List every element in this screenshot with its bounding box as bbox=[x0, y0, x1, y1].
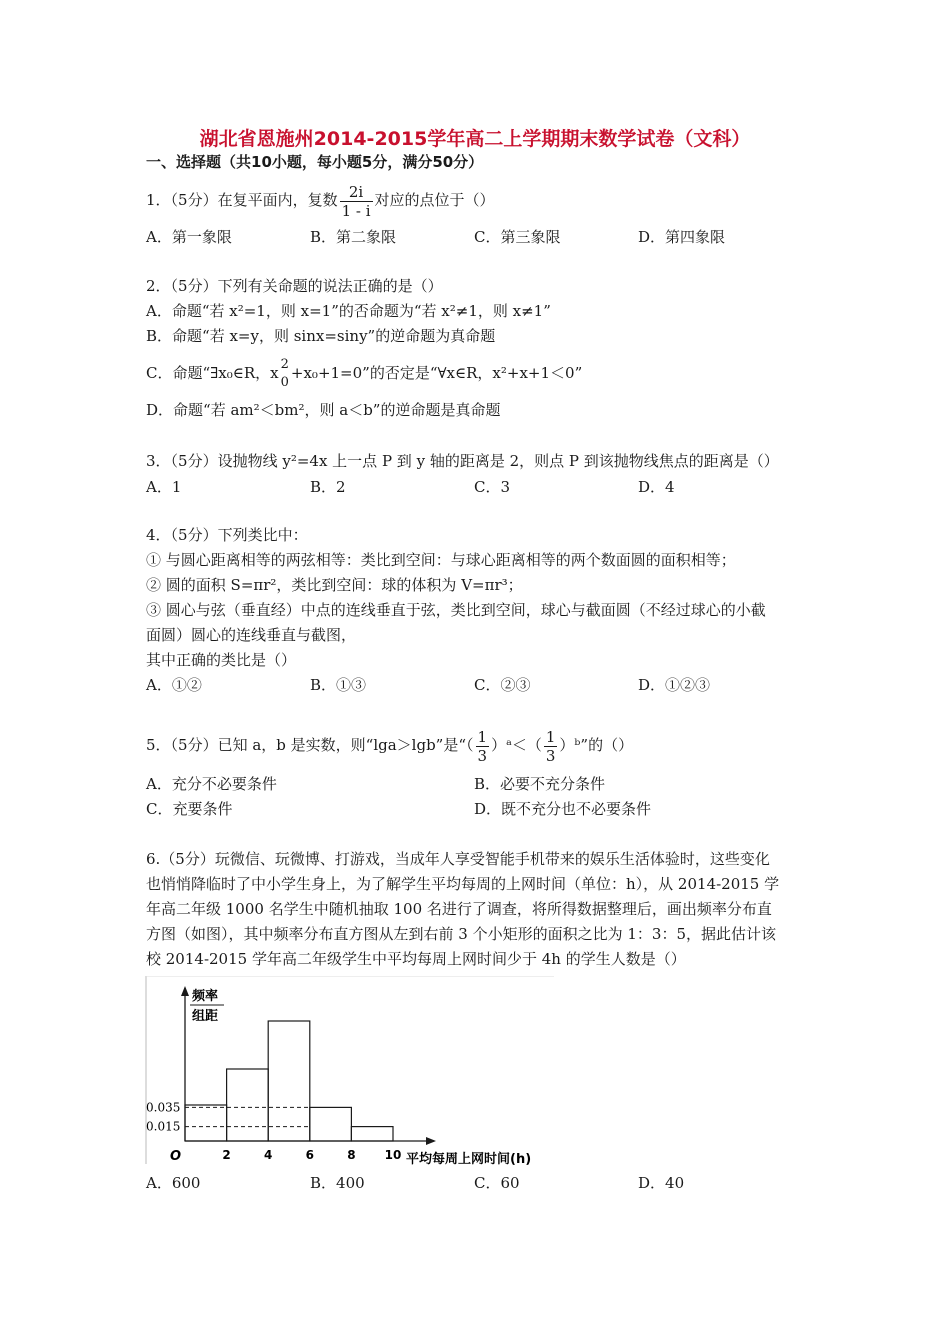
histogram-bar bbox=[351, 1127, 393, 1141]
q5-fraction-a bbox=[476, 728, 490, 765]
question-6-line-3: 年高二年级 1000 名学生中随机抽取 100 名进行了调查，将所得数据整理后，画出频率分布直 bbox=[146, 900, 772, 918]
frequency-histogram bbox=[144, 976, 564, 1172]
question-3-stem: 3．（5分）设抛物线 y²=4x 上一点 P 到 y 轴的距离是 2，则点 P 到该抛物线焦点的距离是（） bbox=[146, 452, 779, 470]
section-title: 一、选择题（共10小题，每小题5分，满分50分） bbox=[146, 153, 484, 171]
y-tick-label: 0.015 bbox=[146, 1119, 181, 1134]
q6-option-c: C．60 bbox=[474, 1174, 520, 1192]
q5-option-c: C．充要条件 bbox=[146, 800, 233, 818]
question-6-line-4: 方图（如图），其中频率分布直方图从左到右前 3 个小矩形的面积之比为 1：3：5，据此估计该 bbox=[146, 925, 776, 943]
q5-numerator-b: 1 bbox=[545, 727, 556, 746]
histogram-bar bbox=[268, 1021, 310, 1141]
q1-denominator: 1 - i bbox=[341, 201, 371, 220]
histogram-bar bbox=[227, 1069, 269, 1141]
x-axis-label: 平均每周上网时间(h) bbox=[406, 1152, 532, 1167]
q5-fraction-b bbox=[544, 728, 558, 765]
q5-numerator-a: 1 bbox=[477, 727, 488, 746]
question-2-stem: 2．（5分）下列有关命题的说法正确的是（） bbox=[146, 277, 443, 295]
q1-option-b: B．第二象限 bbox=[310, 228, 397, 246]
q5-denominator-b: 3 bbox=[545, 746, 556, 765]
q2-c-pre: C．命题“∃x₀∈R，x bbox=[146, 364, 279, 382]
q3-option-b: B．2 bbox=[310, 478, 346, 496]
exam-title: 湖北省恩施州2014-2015学年高二上学期期末数学试卷（文科） bbox=[199, 128, 751, 150]
histogram-bar bbox=[185, 1105, 227, 1141]
question-6-line-1: 6.（5分）玩微信、玩微博、打游戏，当成年人享受智能手机带来的娱乐生活体验时，这些变化 bbox=[146, 850, 770, 868]
q2-c-bottom: 0 bbox=[280, 375, 289, 390]
q2-c-top: 2 bbox=[280, 357, 289, 372]
question-6-line-5: 校 2014-2015 学年高二年级学生中平均每周上网时间少于 4h 的学生人数是（） bbox=[146, 950, 686, 968]
q1-option-a: A．第一象限 bbox=[146, 228, 232, 246]
question-4-stem: 4．（5分）下列类比中： bbox=[146, 526, 308, 544]
q4-line-2: ② 圆的面积 S=πr²，类比到空间：球的体积为 V=πr³； bbox=[146, 576, 523, 594]
question-1-stem bbox=[146, 182, 495, 220]
q6-option-d: D．40 bbox=[638, 1174, 685, 1192]
x-axis-arrow-icon bbox=[426, 1137, 436, 1145]
q4-option-d: D．①②③ bbox=[638, 676, 711, 694]
y-label-top: 频率 bbox=[192, 989, 219, 1004]
q4-line-1: ① 与圆心距离相等的两弦相等：类比到空间：与球心距离相等的两个数面圆的面积相等； bbox=[146, 551, 736, 569]
q5-denominator-a: 3 bbox=[477, 746, 488, 765]
q3-option-a: A．1 bbox=[146, 478, 182, 496]
q2-option-c bbox=[146, 355, 582, 392]
q1-option-c: C．第三象限 bbox=[474, 228, 561, 246]
y-label-bottom: 组距 bbox=[192, 1009, 219, 1024]
q2-option-d: D．命题“若 am²＜bm²，则 a＜b”的逆命题是真命题 bbox=[146, 401, 501, 419]
origin-label: O bbox=[170, 1149, 182, 1164]
q5-post: ）ᵇ”的（） bbox=[559, 736, 634, 754]
x-tick-label: 4 bbox=[264, 1148, 273, 1162]
question-5-stem bbox=[146, 727, 633, 765]
q3-option-c: C．3 bbox=[474, 478, 511, 496]
q1-post: 对应的点位于（） bbox=[374, 191, 495, 209]
q4-line-3: ③ 圆心与弦（垂直经）中点的连线垂直于弦，类比到空间，球心与截面圆（不经过球心的小截 bbox=[146, 601, 766, 619]
q2-c-post: +x₀+1=0”的否定是“∀x∈R，x²+x+1＜0” bbox=[290, 364, 583, 382]
x-tick-label: 8 bbox=[347, 1148, 356, 1162]
q5-pre: 5．（5分）已知 a，b 是实数，则“lga＞lgb”是“（ bbox=[146, 736, 474, 754]
q5-option-a: A．充分不必要条件 bbox=[146, 775, 277, 793]
q2-option-a: A．命题“若 x²=1，则 x=1”的否命题为“若 x²≠1，则 x≠1” bbox=[146, 302, 551, 320]
q1-option-d: D．第四象限 bbox=[638, 228, 726, 246]
q5-option-d: D．既不充分也不必要条件 bbox=[474, 800, 652, 818]
y-tick-label: 0.035 bbox=[146, 1100, 181, 1115]
histogram-bar bbox=[310, 1107, 352, 1141]
q5-option-b: B．必要不充分条件 bbox=[474, 775, 606, 793]
q2-option-b: B．命题“若 x=y，则 sinx=siny”的逆命题为真命题 bbox=[146, 327, 496, 345]
q1-fraction bbox=[340, 183, 373, 220]
x-tick-label: 2 bbox=[222, 1148, 231, 1162]
y-axis-arrow-icon bbox=[181, 986, 189, 996]
q1-numerator: 2i bbox=[348, 182, 364, 201]
q4-option-a: A．①② bbox=[146, 676, 202, 694]
q5-mid: ）ᵃ＜（ bbox=[491, 736, 542, 754]
q6-option-b: B．400 bbox=[310, 1174, 365, 1192]
question-6-line-2: 也悄悄降临时了中小学生身上，为了解学生平均每周的上网时间（单位：h），从 2014-2015 学 bbox=[146, 875, 780, 893]
q4-option-b: B．①③ bbox=[310, 676, 367, 694]
q1-pre: 1．（5分）在复平面内，复数 bbox=[146, 191, 338, 209]
q2-c-fraction bbox=[281, 356, 289, 392]
q6-option-a: A．600 bbox=[146, 1174, 201, 1192]
x-tick-label: 6 bbox=[305, 1148, 314, 1162]
x-tick-label: 10 bbox=[384, 1148, 402, 1162]
q4-line-5: 其中正确的类比是（） bbox=[146, 651, 297, 669]
chart-layer bbox=[146, 986, 436, 1162]
q4-line-4: 面圆）圆心的连线垂直与截图， bbox=[146, 626, 357, 644]
q4-option-c: C．②③ bbox=[474, 676, 531, 694]
q3-option-d: D．4 bbox=[638, 478, 675, 496]
